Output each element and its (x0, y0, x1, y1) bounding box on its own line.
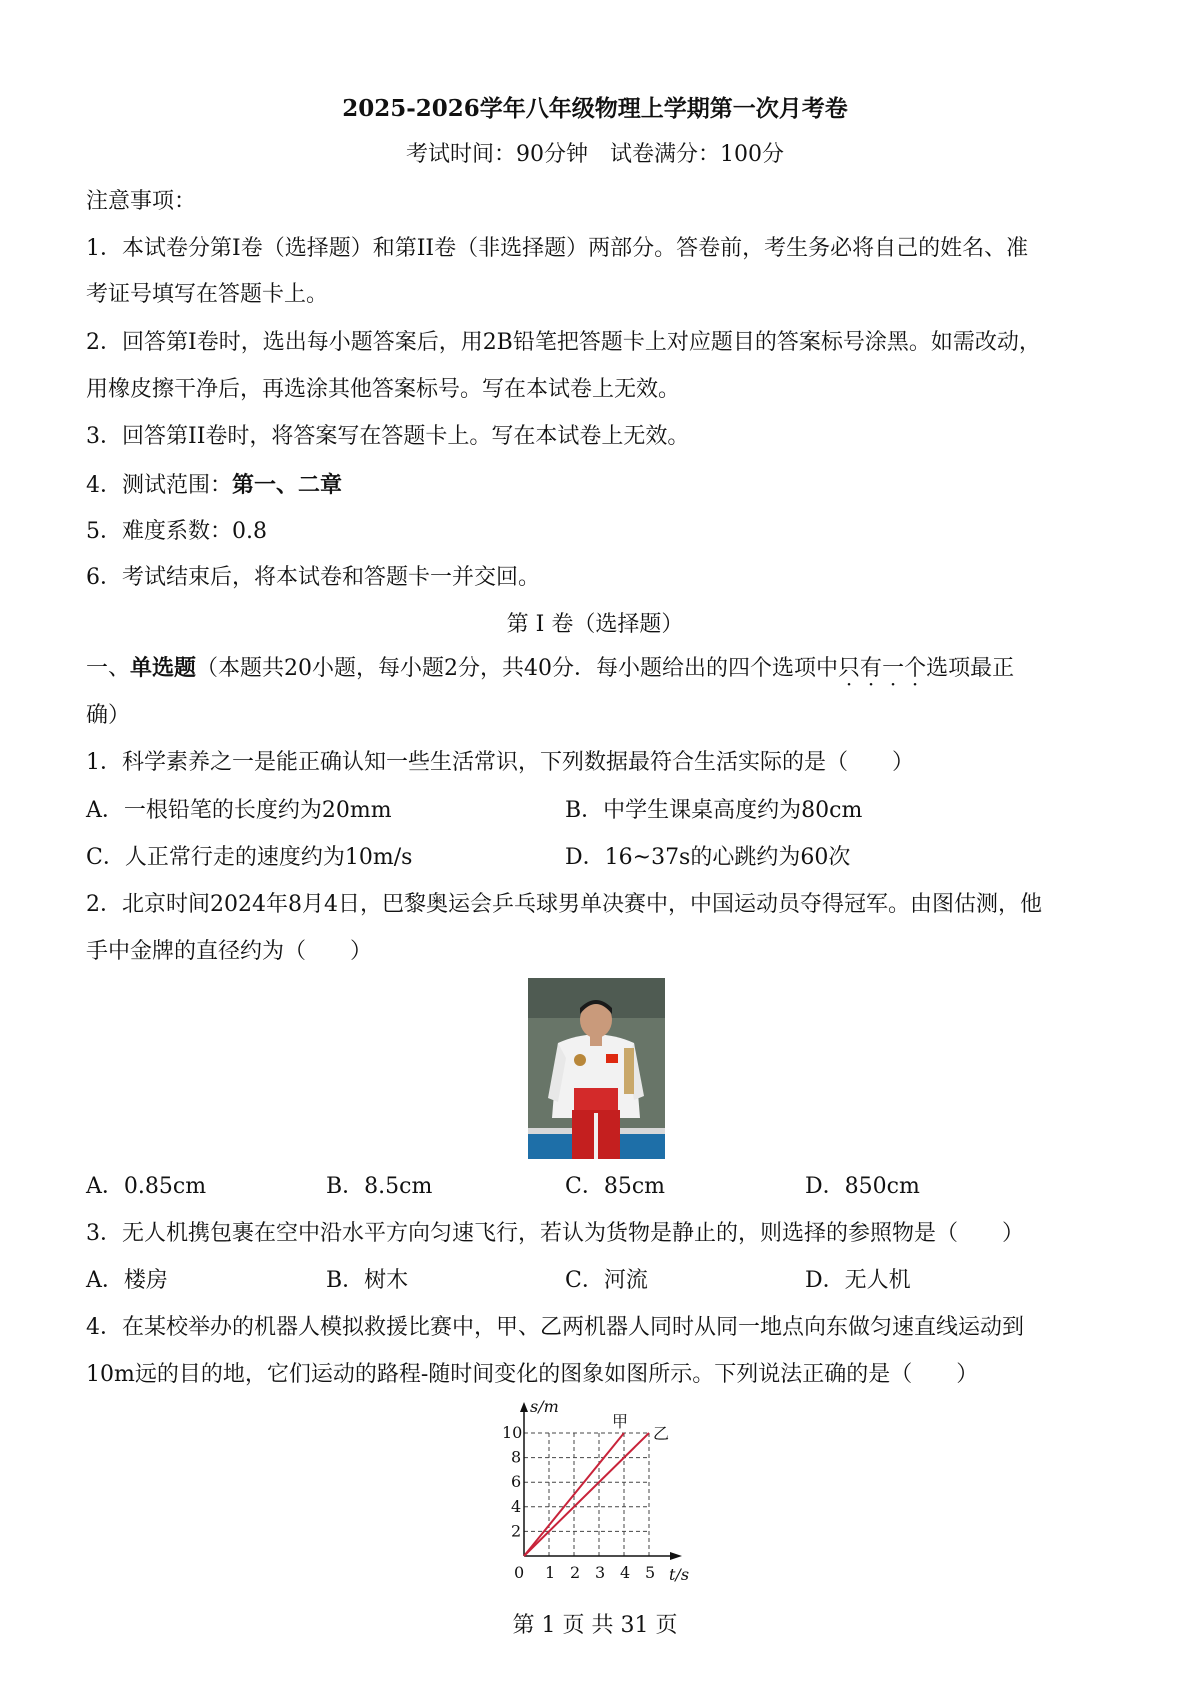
note-4 (86, 471, 342, 500)
part1-heading (86, 654, 1014, 683)
series-label: 乙 (653, 1424, 670, 1443)
note-4-prefix: 4．测试范围： (86, 473, 232, 498)
x-tick-label: 2 (570, 1563, 581, 1582)
part1-heading-cont: 确） (86, 703, 131, 728)
x-tick-label: 1 (545, 1563, 556, 1582)
athlete-medal-photo (528, 978, 665, 1159)
motion-graph (488, 1398, 698, 1588)
emphasis-char: 有 (860, 656, 883, 681)
note-2a: 2．回答第I卷时，选出每小题答案后，用2B铅笔把答题卡上对应题目的答案标号涂黑。如需改动， (86, 330, 1041, 355)
y-tick-label: 8 (511, 1447, 522, 1467)
q1-option-d: D．16~37s的心跳约为60次 (565, 845, 851, 870)
y-tick-label: 6 (511, 1472, 522, 1492)
y-tick-label: 10 (502, 1423, 523, 1442)
q2-stem-b: 手中金牌的直径约为（ ） (86, 939, 373, 964)
q4-stem-a: 4．在某校举办的机器人模拟救援比赛中，甲、乙两机器人同时从同一地点向东做匀速直线运动到 (86, 1315, 1025, 1340)
notes-heading: 注意事项： (86, 189, 197, 214)
y-tick-label: 2 (511, 1521, 522, 1541)
y-axis-label: s/m (530, 1398, 559, 1416)
emphasis-char: 个 (904, 656, 927, 681)
exam-title: 2025-2026学年八年级物理上学期第一次月考卷 (342, 95, 848, 122)
q2-option-c: C．85cm (565, 1174, 666, 1199)
q2-option-d: D．850cm (805, 1174, 920, 1199)
part1-prefix: 一、 (86, 656, 131, 681)
series-label: 甲 (612, 1412, 629, 1431)
q1-option-c: C．人正常行走的速度约为10m/s (86, 845, 413, 870)
q2-option-a: A．0.85cm (86, 1174, 207, 1199)
x-axis-arrow (670, 1552, 682, 1560)
note-2b: 用橡皮擦干净后，再选涂其他答案标号。写在本试卷上无效。 (86, 377, 681, 402)
emphasis-char: 一 (882, 656, 905, 681)
note-4-range: 第一、二章 (232, 472, 343, 498)
q1-stem: 1．科学素养之一是能正确认知一些生活常识，下列数据最符合生活实际的是（ ） (86, 750, 914, 775)
q3-option-d: D．无人机 (805, 1268, 911, 1293)
y-tick-label: 4 (511, 1496, 522, 1516)
note-5: 5．难度系数：0.8 (86, 519, 267, 544)
q3-option-c: C．河流 (565, 1268, 648, 1293)
q3-stem: 3．无人机携包裹在空中沿水平方向匀速飞行，若认为货物是静止的，则选择的参照物是（ ） (86, 1221, 1025, 1246)
note-1a: 1．本试卷分第I卷（选择题）和第II卷（非选择题）两部分。答卷前，考生务必将自己的姓名、准 (86, 236, 1029, 261)
series-line (524, 1433, 649, 1556)
x-tick-label: 0 (514, 1563, 525, 1582)
q4-stem-b: 10m远的目的地，它们运动的路程-随时间变化的图象如图所示。下列说法正确的是（ ） (86, 1362, 979, 1387)
q1-option-a: A．一根铅笔的长度约为20mm (86, 798, 392, 823)
q2-stem-a: 2．北京时间2024年8月4日，巴黎奥运会乒乓球男单决赛中，中国运动员夺得冠军。由图估测，他 (86, 892, 1042, 917)
photo-illustration (528, 978, 665, 1159)
section-label: 第 I 卷（选择题） (506, 612, 684, 637)
exam-subtitle: 考试时间：90分钟 试卷满分：100分 (406, 142, 784, 167)
series-line (524, 1433, 624, 1556)
part1-bold: 单选题 (130, 655, 197, 681)
note-6: 6．考试结束后，将本试卷和答题卡一并交回。 (86, 565, 540, 590)
q2-option-b: B．8.5cm (326, 1174, 433, 1199)
x-tick-label: 5 (645, 1563, 656, 1582)
x-tick-label: 3 (595, 1563, 606, 1582)
page-footer: 第 1 页 共 31 页 (512, 1613, 678, 1638)
y-axis-arrow (520, 1402, 528, 1412)
x-tick-label: 4 (620, 1563, 631, 1582)
q3-option-a: A．楼房 (86, 1268, 168, 1293)
q1-option-b: B．中学生课桌高度约为80cm (565, 798, 863, 823)
x-axis-label: t/s (669, 1565, 690, 1584)
part1-desc: （本题共20小题，每小题2分，共40分．每小题给出的四个选项中 (196, 656, 839, 681)
part1-desc-end: 选项最正 (926, 656, 1015, 681)
note-1b: 考证号填写在答题卡上。 (86, 282, 329, 307)
note-3: 3．回答第II卷时，将答案写在答题卡上。写在本试卷上无效。 (86, 424, 690, 449)
q3-option-b: B．树木 (326, 1268, 409, 1293)
emphasis-char: 只 (838, 656, 861, 681)
graph-series (524, 1433, 649, 1556)
